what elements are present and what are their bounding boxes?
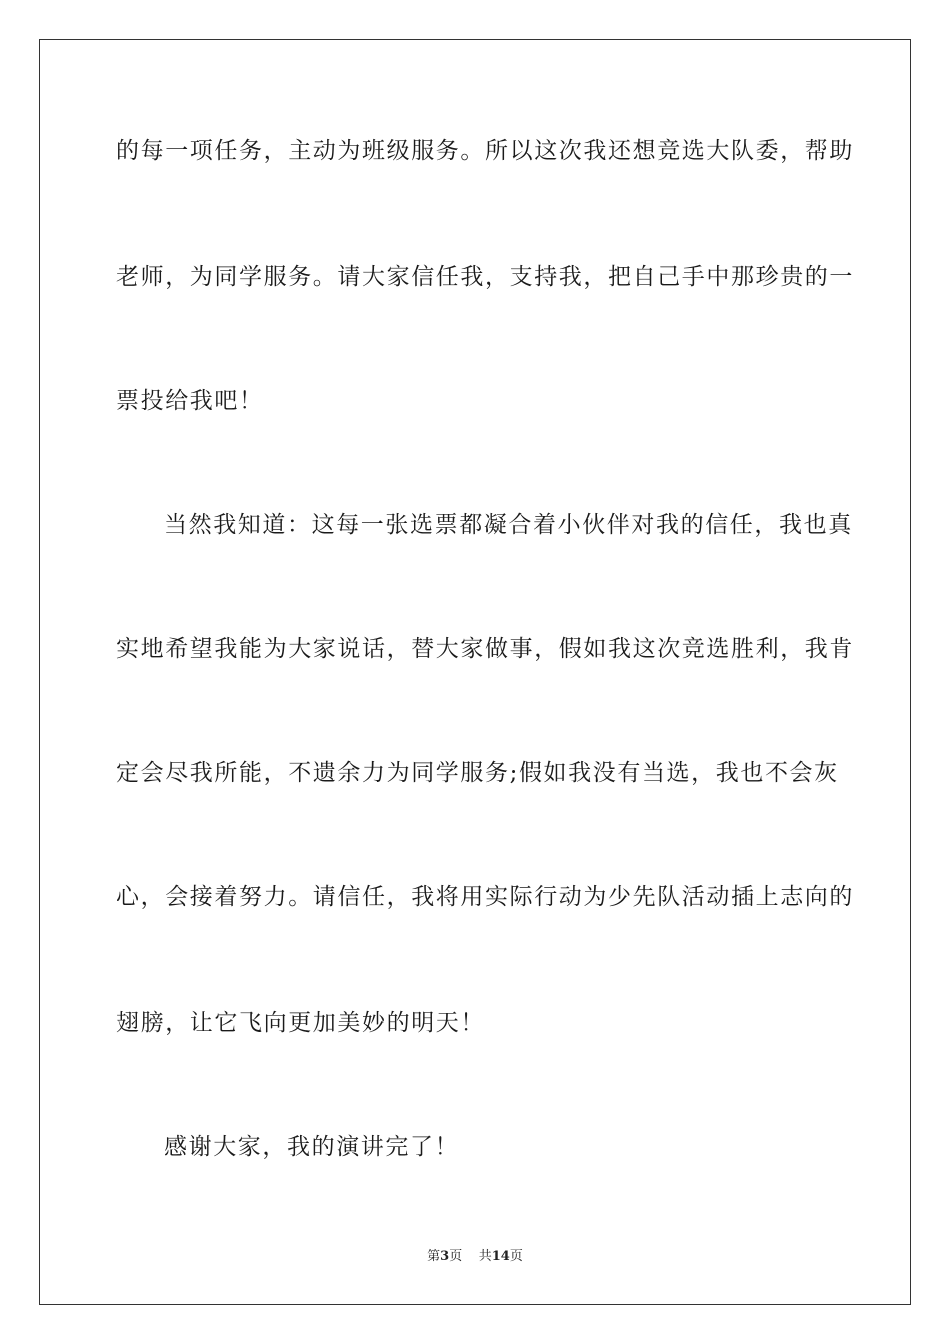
paragraph-line: 实地希望我能为大家说话，替大家做事，假如我这次竞选胜利，我肯 <box>116 636 854 662</box>
paragraph-line: 老师，为同学服务。请大家信任我，支持我，把自己手中那珍贵的一 <box>116 264 854 290</box>
paragraph-line: 的每一项任务，主动为班级服务。所以这次我还想竞选大队委，帮助 <box>116 138 854 164</box>
paragraph-line: 当然我知道：这每一张选票都凝合着小伙伴对我的信任，我也真 <box>164 512 853 538</box>
page-footer <box>0 1248 950 1266</box>
paragraph-line: 感谢大家，我的演讲完了！ <box>164 1134 460 1160</box>
page-suffix: 页 <box>449 1249 463 1264</box>
current-page-number: 3 <box>440 1249 450 1264</box>
paragraph-line: 翅膀，让它飞向更加美妙的明天！ <box>116 1010 485 1036</box>
paragraph-line: 票投给我吧！ <box>116 388 264 414</box>
paragraph-line: 心，会接着努力。请信任，我将用实际行动为少先队活动插上志向的 <box>116 884 854 910</box>
paragraph-line: 定会尽我所能，不遗余力为同学服务;假如我没有当选，我也不会灰 <box>116 760 839 786</box>
page-prefix: 第 <box>427 1249 441 1264</box>
page-border <box>39 39 911 1305</box>
total-pages-number: 14 <box>491 1249 510 1264</box>
total-prefix: 共 <box>478 1249 492 1264</box>
total-suffix: 页 <box>509 1249 523 1264</box>
